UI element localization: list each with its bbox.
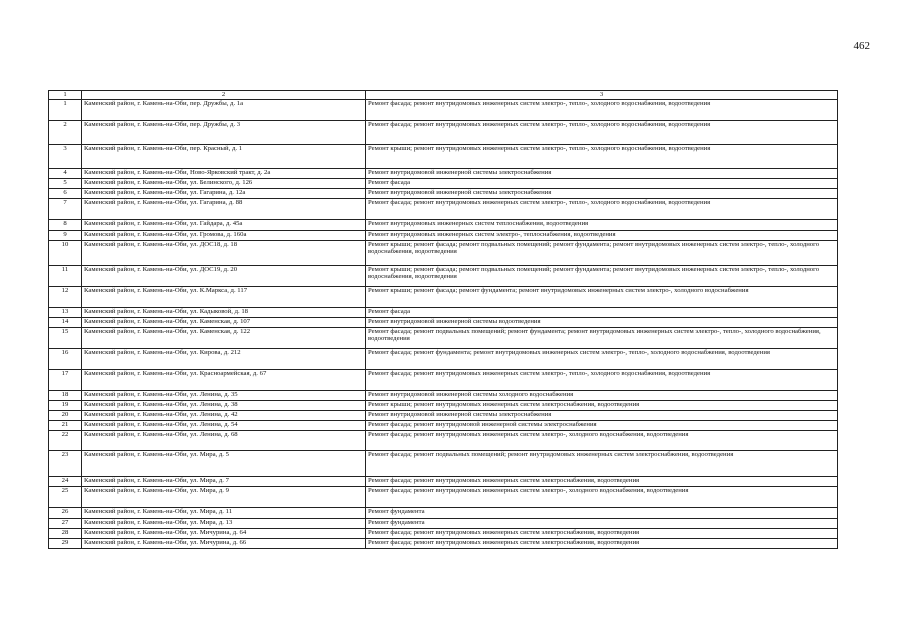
row-works: Ремонт фасада; ремонт подвальных помещений; ремонт внутридомовых инженерных систем электроснабжения, водоотведения — [366, 450, 838, 476]
row-works: Ремонт внутридомовой инженерной системы электроснабжения — [366, 188, 838, 198]
table-row — [49, 120, 838, 144]
table-row — [49, 178, 838, 188]
row-number: 28 — [49, 528, 82, 538]
row-works: Ремонт фасада; ремонт внутридомовых инженерных систем электро-, тепло-, холодного водоснабжения, водоотведения — [366, 99, 838, 120]
row-works: Ремонт внутридомовой инженерной системы холодного водоснабжения — [366, 390, 838, 400]
row-works: Ремонт внутридомовых инженерных систем теплоснабжения, водоотведения — [366, 219, 838, 230]
row-works: Ремонт фасада; ремонт внутридомовых инженерных систем электроснабжения, водоотведения — [366, 476, 838, 486]
table-row — [49, 518, 838, 528]
table-row — [49, 230, 838, 240]
row-address: Каменский район, г. Камень-на-Оби, ул. Ленина, д. 42 — [82, 410, 366, 420]
table-row — [49, 528, 838, 538]
row-number: 24 — [49, 476, 82, 486]
row-number: 25 — [49, 486, 82, 507]
row-works: Ремонт внутридомовой инженерной системы электроснабжения — [366, 168, 838, 178]
row-address: Каменский район, г. Камень-на-Оби, ул. Мира, д. 9 — [82, 486, 366, 507]
row-number: 3 — [49, 144, 82, 168]
row-address: Каменский район, г. Камень-на-Оби, пер. Красный, д. 1 — [82, 144, 366, 168]
row-address: Каменский район, г. Камень-на-Оби, пер. Дружбы, д. 1а — [82, 99, 366, 120]
row-address: Каменский район, г. Камень-на-Оби, ул. Мира, д. 7 — [82, 476, 366, 486]
table-row — [49, 476, 838, 486]
row-works: Ремонт фасада; ремонт фундамента; ремонт внутридомовых инженерных систем электро-, тепло-, холодного водоснабжения, водоотведения — [366, 348, 838, 369]
row-address: Каменский район, г. Камень-на-Оби, ул. Мира, д. 5 — [82, 450, 366, 476]
row-address: Каменский район, г. Камень-на-Оби, ул. Мира, д. 13 — [82, 518, 366, 528]
row-number: 26 — [49, 507, 82, 518]
table-row — [49, 168, 838, 178]
page-number: 462 — [853, 40, 870, 52]
row-number: 15 — [49, 327, 82, 348]
row-address: Каменский район, г. Камень-на-Оби, ул. Белинского, д. 126 — [82, 178, 366, 188]
row-works: Ремонт фасада; ремонт внутридомовых инженерных систем электро-, тепло-, холодного водоснабжения, водоотведения — [366, 120, 838, 144]
row-works: Ремонт фасада; ремонт подвальных помещений; ремонт фундамента; ремонт внутридомовых инженерных систем электро-, тепло-, холодного водоснабжения, водоотведения — [366, 327, 838, 348]
row-number: 10 — [49, 240, 82, 265]
row-works: Ремонт крыши; ремонт внутридомовых инженерных систем электроснабжения, водоотведения — [366, 400, 838, 410]
row-address: Каменский район, г. Камень-на-Оби, ул. Кирова, д. 212 — [82, 348, 366, 369]
row-address: Каменский район, г. Камень-на-Оби, ул. ДОС19, д. 20 — [82, 265, 366, 286]
row-address: Каменский район, г. Камень-на-Оби, пер. Дружбы, д. 3 — [82, 120, 366, 144]
row-address: Каменский район, г. Камень-на-Оби, ул. Мичурина, д. 64 — [82, 528, 366, 538]
table-row — [49, 198, 838, 219]
row-address: Каменский район, г. Камень-на-Оби, ул. Красноармейская, д. 67 — [82, 369, 366, 390]
row-address: Каменский район, г. Камень-на-Оби, ул. Мира, д. 11 — [82, 507, 366, 518]
table-row — [49, 430, 838, 450]
table-body — [49, 91, 838, 549]
row-works: Ремонт крыши; ремонт внутридомовых инженерных систем электро-, тепло-, холодного водоснабжения, водоотведения — [366, 144, 838, 168]
header-col-2: 2 — [82, 91, 366, 100]
row-address: Каменский район, г. Камень-на-Оби, ул. Мичурина, д. 66 — [82, 538, 366, 548]
row-address: Каменский район, г. Камень-на-Оби, ул. Громова, д. 160а — [82, 230, 366, 240]
row-address: Каменский район, г. Камень-на-Оби, ул. ДОС18, д. 18 — [82, 240, 366, 265]
row-address: Каменский район, г. Камень-на-Оби, ул. Ленина, д. 54 — [82, 420, 366, 430]
row-address: Каменский район, г. Камень-на-Оби, ул. Гайдара, д. 45а — [82, 219, 366, 230]
table-row — [49, 327, 838, 348]
table-row — [49, 420, 838, 430]
row-number: 29 — [49, 538, 82, 548]
table-row — [49, 390, 838, 400]
row-number: 6 — [49, 188, 82, 198]
row-number: 4 — [49, 168, 82, 178]
row-number: 1 — [49, 99, 82, 120]
row-number: 2 — [49, 120, 82, 144]
row-address: Каменский район, г. Камень-на-Оби, ул. К.Маркса, д. 117 — [82, 286, 366, 307]
row-works: Ремонт фасада; ремонт внутридомовых инженерных систем электро-, тепло-, холодного водоснабжения, водоотведения — [366, 369, 838, 390]
row-number: 20 — [49, 410, 82, 420]
table-row — [49, 307, 838, 317]
row-number: 17 — [49, 369, 82, 390]
row-works: Ремонт фундамента — [366, 507, 838, 518]
row-works: Ремонт фасада — [366, 178, 838, 188]
row-address: Каменский район, г. Камень-на-Оби, ул. Ленина, д. 68 — [82, 430, 366, 450]
row-address: Каменский район, г. Камень-на-Оби, ул. Ленина, д. 38 — [82, 400, 366, 410]
row-number: 7 — [49, 198, 82, 219]
table-row — [49, 144, 838, 168]
row-works: Ремонт внутридомовой инженерной системы электроснабжения — [366, 410, 838, 420]
row-works: Ремонт крыши; ремонт фасада; ремонт подвальных помещений; ремонт фундамента; ремонт внутридомовых инженерных систем электро-, тепло-, холодного водоснабжения, водоотведения — [366, 265, 838, 286]
row-address: Каменский район, г. Камень-на-Оби, ул. Гагарина, д. 12а — [82, 188, 366, 198]
header-col-1: 1 — [49, 91, 82, 100]
row-number: 14 — [49, 317, 82, 327]
table-row — [49, 450, 838, 476]
row-works: Ремонт фасада; ремонт внутридомовой инженерной системы электроснабжения — [366, 420, 838, 430]
table-row — [49, 219, 838, 230]
table-row — [49, 348, 838, 369]
row-number: 22 — [49, 430, 82, 450]
header-col-3: 3 — [366, 91, 838, 100]
table-row — [49, 507, 838, 518]
table-row — [49, 265, 838, 286]
table-row — [49, 188, 838, 198]
row-number: 8 — [49, 219, 82, 230]
row-works: Ремонт крыши; ремонт фасада; ремонт фундамента; ремонт внутридомовых инженерных систем электро-, холодного водоснабжения — [366, 286, 838, 307]
table-header-row — [49, 91, 838, 100]
row-number: 13 — [49, 307, 82, 317]
row-works: Ремонт внутридомовых инженерных систем электро-, теплоснабжения, водоотведения — [366, 230, 838, 240]
row-number: 21 — [49, 420, 82, 430]
table-row — [49, 240, 838, 265]
row-number: 5 — [49, 178, 82, 188]
row-address: Каменский район, г. Камень-на-Оби, Ново-Ярковский тракт, д. 2а — [82, 168, 366, 178]
row-address: Каменский район, г. Камень-на-Оби, ул. Кадыковой, д. 18 — [82, 307, 366, 317]
row-number: 9 — [49, 230, 82, 240]
row-number: 18 — [49, 390, 82, 400]
table-row — [49, 369, 838, 390]
row-address: Каменский район, г. Камень-на-Оби, ул. Каменская, д. 122 — [82, 327, 366, 348]
row-number: 19 — [49, 400, 82, 410]
row-address: Каменский район, г. Камень-на-Оби, ул. Гагарина, д. 88 — [82, 198, 366, 219]
row-works: Ремонт фасада — [366, 307, 838, 317]
row-number: 11 — [49, 265, 82, 286]
table-row — [49, 486, 838, 507]
table-row — [49, 317, 838, 327]
row-works: Ремонт фундамента — [366, 518, 838, 528]
row-number: 16 — [49, 348, 82, 369]
row-works: Ремонт фасада; ремонт внутридомовых инженерных систем электро-, тепло-, холодного водоснабжения, водоотведения — [366, 198, 838, 219]
row-address: Каменский район, г. Камень-на-Оби, ул. Каменская, д. 107 — [82, 317, 366, 327]
row-address: Каменский район, г. Камень-на-Оби, ул. Ленина, д. 35 — [82, 390, 366, 400]
table-row — [49, 400, 838, 410]
row-number: 12 — [49, 286, 82, 307]
repair-works-table — [48, 90, 838, 549]
row-works: Ремонт крыши; ремонт фасада; ремонт подвальных помещений; ремонт фундамента; ремонт внутридомовых инженерных систем электро-, тепло-, холодного водоснабжения, водоотведения — [366, 240, 838, 265]
row-works: Ремонт фасада; ремонт внутридомовых инженерных систем электроснабжения, водоотведения — [366, 538, 838, 548]
table-row — [49, 99, 838, 120]
table-row — [49, 410, 838, 420]
row-works: Ремонт внутридомовой инженерной системы водоотведения — [366, 317, 838, 327]
row-number: 27 — [49, 518, 82, 528]
table-row — [49, 286, 838, 307]
row-number: 23 — [49, 450, 82, 476]
row-works: Ремонт фасада; ремонт внутридомовых инженерных систем электроснабжения, водоотведения — [366, 528, 838, 538]
row-works: Ремонт фасада; ремонт внутридомовых инженерных систем электро-, холодного водоснабжения, водоотведения — [366, 430, 838, 450]
row-works: Ремонт фасада; ремонт внутридомовых инженерных систем электро-, холодного водоснабжения, водоотведения — [366, 486, 838, 507]
table-row — [49, 538, 838, 548]
